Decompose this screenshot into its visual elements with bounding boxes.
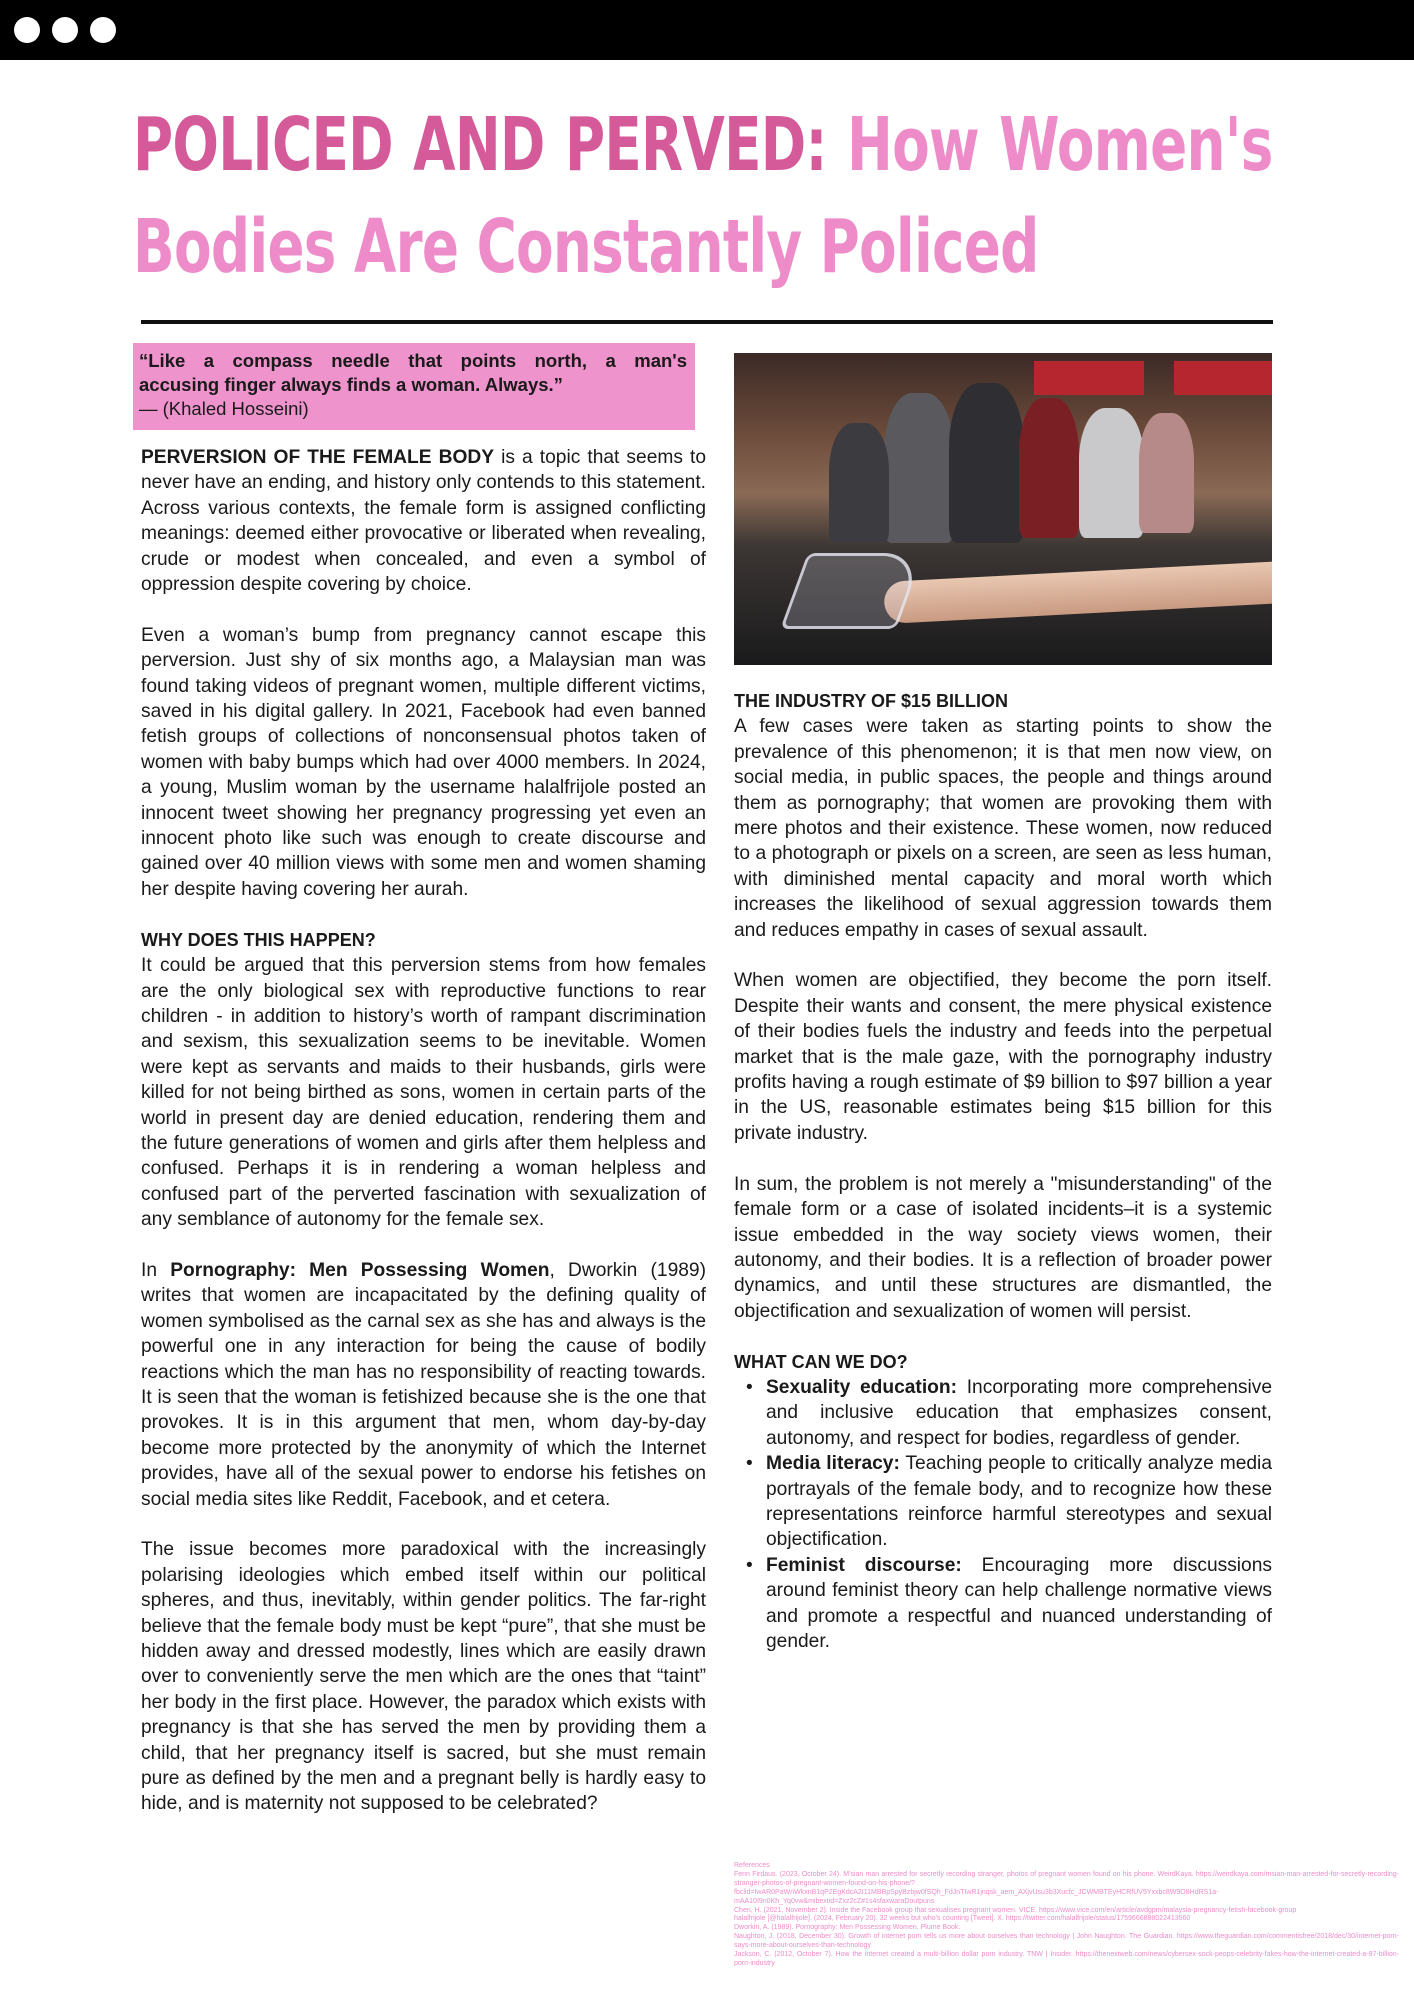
title-divider <box>141 320 1273 324</box>
list-item <box>766 1553 1272 1655</box>
photo-figure <box>829 423 889 543</box>
reference-item[interactable]: Jackson, C. (2012, October 7). How the internet created a multi-billion dollar porn industry. TNW | Insider. https://thenextweb.com/news/cybersex-sock-peops-celebrity-fakes-how-the-internet-created-a-97-billion-porn-industry <box>734 1951 1399 1967</box>
why-paragraph: It could be argued that this perversion stems from how females are the only biological sex with reproductive functions to rear children - in addition to history’s worth of rampant discrimination and sexism, this sexualization seems to be inevitable. Women were kept as servants and maids to their husbands, girls were killed for not being birthed as sons, women in certain parts of the world in present day are denied education, rendering them and the future generations of women and girls after them helpless and confused. Perhaps it is in rendering a woman helpless and confused part of the perverted fascination with sexualization of any semblance of autonomy for the female sex. <box>141 955 706 1231</box>
photo-figure <box>1019 398 1079 538</box>
paradox-paragraph: The issue becomes more paradoxical with the increasingly polarising ideologies which embed itself within our political spheres, and thus, inevitably, within gender politics. The far-right believe that the female body must be kept “pure”, that she must be hidden away and dressed modestly, lines which are easily drawn over to conveniently serve the men which are the ones that “taint” her body in the first place. However, the paradox which exists with pregnancy is that she has served the men by providing them a child, that her pregnancy itself is sacred, but she must remain pure as defined by the men and a pregnant belly is hardly easy to hide, and is maternity not supposed to be celebrated? <box>141 1539 706 1815</box>
pull-quote <box>133 343 695 430</box>
title-part-1: POLICED AND PERVED: <box>133 102 827 188</box>
photo-figure <box>884 393 954 543</box>
quote-line-1: “Like a compass needle that points north, a man's <box>139 350 687 371</box>
article-photo <box>734 353 1272 665</box>
objectified-paragraph: When women are objectified, they become the porn itself. Despite their wants and consent, the mere physical existence of their bodies fuels the industry and feeds into the perpetual market that is the male gaze, with the pornography industry profits having a rough estimate of $9 billion to $97 billion a year in the US, reasonable estimates being $15 billion for this private industry. <box>734 970 1272 1144</box>
industry-paragraph: A few cases were taken as starting points to show the prevalence of this phenomenon; it is that men now view, on social media, in public spaces, the people and things around them as pornography; that women are provoking them with mere photos and their existence. These women, now reduced to a photograph or pixels on a screen, are seen as less human, with diminished mental capacity and moral worth which increases the likelihood of sexual aggression towards them and reduces empathy in cases of sexual assault. <box>734 716 1272 941</box>
reference-item[interactable]: Naughton, J. (2018, December 30). Growth of internet porn tells us more about ourselves than technology | John Naughton. The Guardian. https://www.theguardian.com/commentisfree/2018/dec/30/internet-porn-says-more-about-ourselves-than-technology <box>734 1933 1399 1950</box>
photo-figure <box>1139 413 1194 533</box>
summary-paragraph: In sum, the problem is not merely a "misunderstanding" of the female form or a case of isolated incidents–it is a systemic issue embedded in the way society views women, their autonomy, and their bodies. It is a reflection of broader power dynamics, and until these structures are dismantled, the objectification and sexualization of women will persist. <box>734 1173 1272 1322</box>
article-title <box>133 94 1273 298</box>
reference-item[interactable]: Fenn Firdaus. (2023, October 24). M'sian man arrested for secretly recording stranger, photos of pregnant women found on his phone. WeirdKaya. https://weirdkaya.com/msian-man-arrested-for-secretly-recording-stranger-photos-of-pregnant-women-found-on-his-phone/?fbclid=IwAR0PaWnWkxnB1qP2EgKdcA2I11MBBpSpyBzbjw0fSQh_FdJnTIwR1jnqsk_aem_AXjvUsu3b3Xucfc_JCWMBTEyHCRfUV5Yxxbc8W9O8HdRS1a-mAA10I9n0Kh_Yq0vw&mibextid=Zxz2cZ#1s4sfaxwaraDoutpuns <box>734 1870 1399 1905</box>
reference-item[interactable]: halalfrijole [@halalfrijole]. (2024, February 20). 32 weeks but who's counting [Tweet]. X. https://twitter.com/halalfrijole/status/1759666888022413560 <box>734 1915 1191 1923</box>
references-heading: References <box>734 1862 770 1869</box>
dworkin-text: , Dworkin (1989) writes that women are incapacitated by the defining quality of women symbolised as the carnal sex as she has and always is the powerful one in any interaction for being the cause of bodily reactions which the man has no responsibility of reacting towards. It is seen that the woman is fetishized because she is the one that provokes. It is in this argument that men, whom day-by-day become more protected by the anonymity of which the Internet provides, have all of the sexual power to endorse his fetishes on social media sites like Reddit, Facebook, and et cetera. <box>141 1259 706 1510</box>
dworkin-paragraph <box>141 1258 706 1512</box>
dworkin-pre: In <box>141 1259 171 1281</box>
title-part-2: How Women's Bodies Are Constantly Policed <box>133 102 1273 290</box>
intro-text: is a topic that seems to never have an ending, and history only contends to this statement. Across various contexts, the female form is assigned conflicting meanings: deemed either provocative or liberated when revealing, crude or modest when concealed, and even a symbol of oppression despite covering by choice. <box>141 447 707 596</box>
intro-lead: PERVERSION OF THE FEMALE BODY <box>141 447 495 468</box>
action-label: Sexuality education: <box>766 1376 957 1398</box>
pregnancy-paragraph: Even a woman’s bump from pregnancy cannot escape this perversion. Just shy of six months ago, a Malaysian man was found taking videos of pregnant women, multiple different victims, saved in his digital gallery. In 2021, Facebook had even banned fetish groups of collections of nonconsensual photos taken of women with baby bumps which had over 4000 members. In 2024, a young, Muslim woman by the username halalfrijole posted an innocent tweet showing her pregnancy progressing yet even an innocent photo like such was enough to create discourse and gained over 40 million views with some men and women shaming her despite having covering her aurah. <box>141 624 706 900</box>
photo-banner <box>1034 361 1144 395</box>
action-label: Media literacy: <box>766 1453 900 1475</box>
heading-what-can-we-do: WHAT CAN WE DO? <box>734 1351 908 1372</box>
photo-figure <box>949 383 1024 543</box>
list-item <box>766 1375 1272 1451</box>
photo-figure <box>1079 408 1144 538</box>
action-text: Teaching people to critically analyze media portrayals of the female body, and to recognize how these representations reinforce harmful stereotypes and sexual objectification. <box>766 1453 1272 1551</box>
references <box>734 1862 1399 1969</box>
photo-leg <box>883 560 1272 624</box>
quote-attribution: — (Khaled Hosseini) <box>139 398 309 419</box>
action-text: Incorporating more comprehensive and inclusive education that emphasizes consent, autonomy, and respect for bodies, regardless of gender. <box>766 1376 1273 1449</box>
window-dot-icon[interactable] <box>52 17 78 43</box>
intro-paragraph <box>141 445 706 597</box>
book-title: Pornography: Men Possessing Women <box>170 1259 550 1281</box>
list-item <box>766 1451 1272 1553</box>
photo-banner <box>1174 361 1272 395</box>
window-dot-icon[interactable] <box>90 17 116 43</box>
action-text: Encouraging more discussions around feminist theory can help challenge normative views and promote a respectful and nuanced understanding of gender. <box>766 1554 1272 1652</box>
heading-why: WHY DOES THIS HAPPEN? <box>141 929 376 950</box>
heading-industry: THE INDUSTRY OF $15 BILLION <box>734 691 1009 711</box>
left-column <box>141 445 706 1842</box>
reference-item[interactable]: Chen, H. (2021, November 2). Inside the Facebook group that sexualises pregnant women. VICE. https://www.vice.com/en/article/avdgpm/malaysia-pregnancy-fetish-facebook-group <box>734 1906 1297 1914</box>
window-titlebar <box>0 0 1414 60</box>
reference-item: Dworkin, A. (1989). Pornography: Men Possessing Women. Plume Book. <box>734 1924 961 1932</box>
quote-line-2: accusing finger always finds a woman. Always.” <box>139 374 563 395</box>
action-label: Feminist discourse: <box>766 1554 962 1576</box>
action-list <box>734 1375 1272 1654</box>
window-dot-icon[interactable] <box>14 17 40 43</box>
right-column <box>734 689 1272 1654</box>
